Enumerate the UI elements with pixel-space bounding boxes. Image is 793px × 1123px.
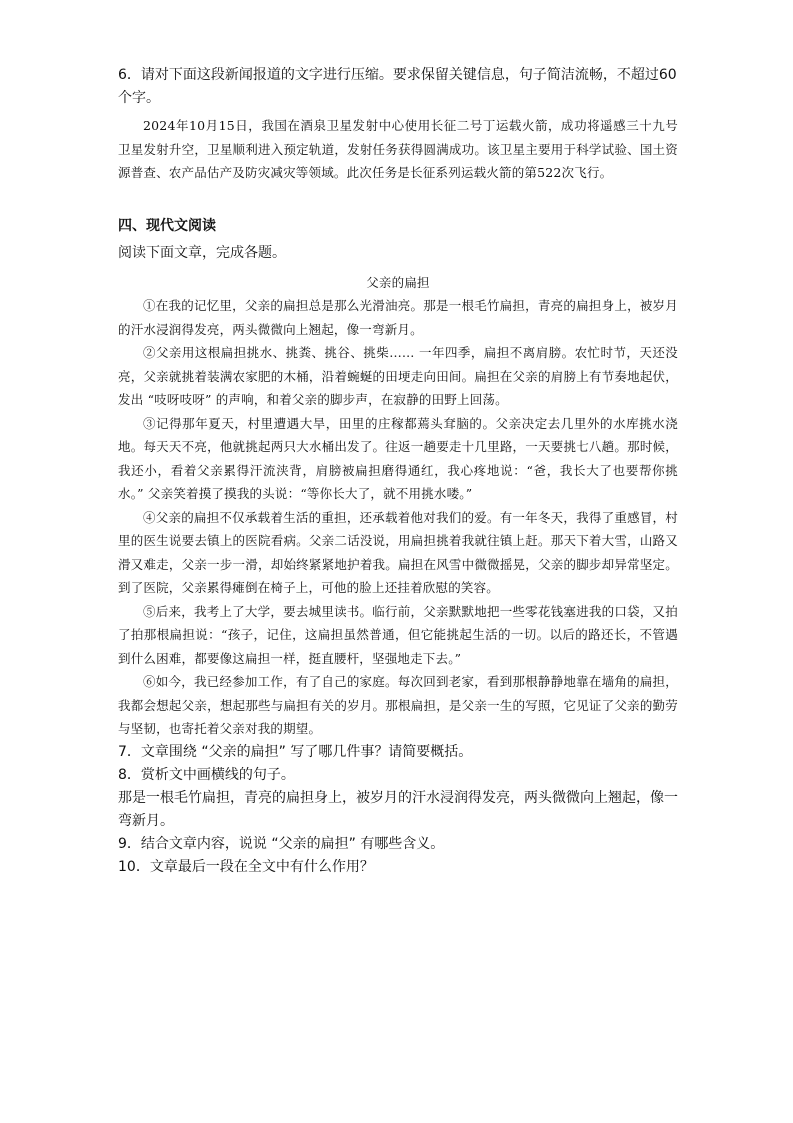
news-passage: 2024年10月15日，我国在酒泉卫星发射中心使用长征二号丁运载火箭，成功将遥感三十九号卫星发射升空，卫星顺利进入预定轨道，发射任务获得圆满成功。该卫星主要用于科学试验、国土资源普查、农产品估产及防灾减灾等领域。此次任务是长征系列运载火箭的第522次飞行。 [118,118,678,180]
article-paragraph-3: ③记得那年夏天，村里遭遇大旱，田里的庄稼都蔫头耷脑的。父亲决定去几里外的水库挑水浇地。每天天不亮，他就挑起两只大水桶出发了。往返一趟要走十几里路，一天要挑七八趟。那时候，我还小，看着父亲累得汗流浃背，肩膀被扁担磨得通红，我心疼地说：“爸，我长大了也要帮你挑水。” 父亲笑着摸了摸我的头说：“等你长大了，就不用挑水喽。” [118,415,678,501]
article-title: 父亲的扁担 [366,274,430,290]
question-10: 10．文章最后一段在全文中有什么作用？ [118,858,374,875]
question-9: 9．结合文章内容，说说 “父亲的扁担” 有哪些含义。 [118,835,445,852]
article-paragraph-5: ⑤后来，我考上了大学，要去城里读书。临行前，父亲默默地把一些零花钱塞进我的口袋，又拍了拍那根扁担说：“孩子，记住，这扁担虽然普通，但它能挑起生活的一切。以后的路还长，不管遇到什么困难，都要像这扁担一样，挺直腰杆，坚强地走下去。” [118,603,678,666]
question-7: 7．文章围绕 “父亲的扁担” 写了哪几件事？请简要概括。 [118,743,473,760]
question-6-prompt: 6．请对下面这段新闻报道的文字进行压缩。要求保留关键信息，句子简洁流畅，不超过60个字。 [118,67,677,106]
section-instruction: 阅读下面文章，完成各题。 [118,244,286,261]
article-paragraph-2: ②父亲用这根扁担挑水、挑粪、挑谷、挑柴…… 一年四季，扁担不离肩膀。农忙时节，天还没亮，父亲就挑着装满农家肥的木桶，沿着蜿蜒的田埂走向田间。扁担在父亲的肩膀上有节奏地起伏，发出 “吱呀吱呀” 的声响，和着父亲的脚步声，在寂静的田野上回荡。 [118,345,678,407]
article-paragraph-1: ①在我的记忆里，父亲的扁担总是那么光滑油亮。那是一根毛竹扁担，青亮的扁担身上，被岁月的汗水浸润得发亮，两头微微向上翘起，像一弯新月。 [118,298,678,337]
article-paragraph-6: ⑥如今，我已经参加工作，有了自己的家庭。每次回到老家，看到那根静静地靠在墙角的扁担，我都会想起父亲，想起那些与扁担有关的岁月。那根扁担，是父亲一生的写照，它见证了父亲的勤劳与坚韧，也寄托着父亲对我的期望。 [118,674,678,736]
section-heading: 四、现代文阅读 [118,217,216,234]
article-paragraph-4: ④父亲的扁担不仅承载着生活的重担，还承载着他对我们的爱。有一年冬天，我得了重感冒，村里的医生说要去镇上的医院看病。父亲二话没说，用扁担挑着我就往镇上赶。那天下着大雪，山路又滑又难走，父亲一步一滑，却始终紧紧地护着我。扁担在风雪中微微摇晃，父亲的脚步却异常坚定。到了医院，父亲累得瘫倒在椅子上，可他的脸上还挂着欣慰的笑容。 [118,509,678,595]
question-8: 8．赏析文中画横线的句子。 [118,766,295,783]
document-page [118,64,678,879]
question-8-sentence: 那是一根毛竹扁担，青亮的扁担身上，被岁月的汗水浸润得发亮，两头微微向上翘起，像一弯新月。 [118,789,678,829]
